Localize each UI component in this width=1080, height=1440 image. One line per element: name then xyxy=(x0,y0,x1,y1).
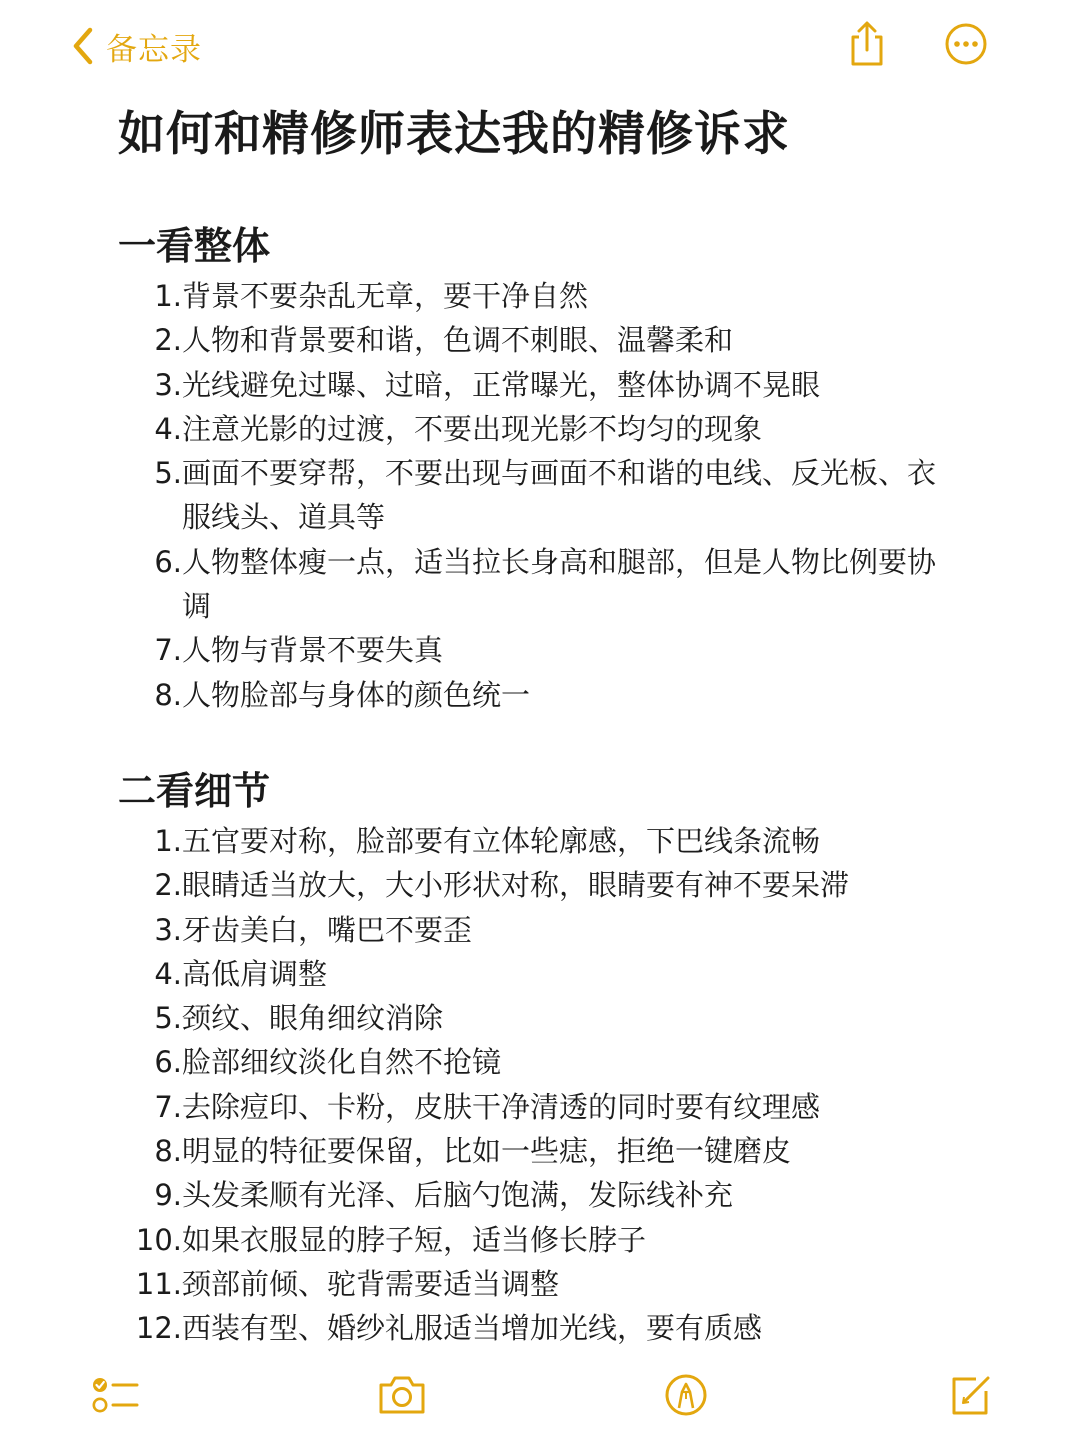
item-number: 11. xyxy=(135,1266,182,1301)
item-text: 人物和背景要和谐，色调不刺眼、温馨柔和 xyxy=(182,323,734,358)
camera-icon xyxy=(376,1374,428,1420)
list-item xyxy=(118,363,998,407)
item-text: 眼睛适当放大，大小形状对称，眼睛要有神不要呆滞 xyxy=(182,868,850,903)
item-number: 6. xyxy=(154,544,182,579)
item-number: 4. xyxy=(154,956,182,991)
checklist-button[interactable] xyxy=(88,1372,144,1422)
item-number: 3. xyxy=(154,912,182,947)
back-button[interactable] xyxy=(72,22,202,70)
item-text: 牙齿美白，嘴巴不要歪 xyxy=(182,912,473,947)
item-number: 12. xyxy=(135,1311,182,1346)
list-item xyxy=(118,863,998,907)
list-item xyxy=(118,1262,998,1306)
item-text: 颈部前倾、驼背需要适当调整 xyxy=(182,1266,560,1301)
item-text: 头发柔顺有光泽、后脑勺饱满，发际线补充 xyxy=(182,1178,734,1213)
item-number: 3. xyxy=(154,367,182,402)
navigation-bar xyxy=(0,0,1080,92)
item-number: 1. xyxy=(154,823,182,858)
item-text: 如果衣服显的脖子短，适当修长脖子 xyxy=(182,1222,647,1257)
list-item xyxy=(118,819,998,863)
item-number: 2. xyxy=(154,323,182,358)
list-item xyxy=(118,318,998,362)
item-number: 1. xyxy=(154,279,182,313)
share-icon xyxy=(847,20,887,72)
item-number: 8. xyxy=(154,1134,182,1169)
list-item xyxy=(118,908,998,952)
item-number: 7. xyxy=(154,1089,182,1124)
item-text: 脸部细纹淡化自然不抢镜 xyxy=(182,1045,502,1080)
item-number: 9. xyxy=(154,1178,182,1213)
checklist-icon xyxy=(91,1374,141,1420)
item-list xyxy=(118,819,998,1351)
compose-button[interactable] xyxy=(942,1372,998,1422)
section-heading: 一看整体 xyxy=(118,224,271,268)
list-item xyxy=(118,1040,998,1084)
more-icon xyxy=(942,20,990,72)
bottom-toolbar xyxy=(0,1350,1080,1440)
item-number: 8. xyxy=(154,677,182,712)
item-text: 背景不要杂乱无章，要干净自然 xyxy=(182,279,589,313)
item-text: 注意光影的过渡，不要出现光影不均匀的现象 xyxy=(182,411,763,446)
share-button[interactable] xyxy=(841,20,893,72)
list-item xyxy=(118,451,998,540)
list-item xyxy=(118,996,998,1040)
chevron-left-icon xyxy=(72,27,94,65)
item-number: 7. xyxy=(154,633,182,668)
markup-icon xyxy=(662,1371,710,1423)
list-item xyxy=(118,1218,998,1262)
item-text: 光线避免过曝、过暗，正常曝光，整体协调不晃眼 xyxy=(182,367,821,402)
item-number: 4. xyxy=(154,411,182,446)
list-item xyxy=(118,407,998,451)
list-item xyxy=(118,952,998,996)
list-item xyxy=(118,274,998,318)
item-text: 明显的特征要保留，比如一些痣，拒绝一键磨皮 xyxy=(182,1134,792,1169)
camera-button[interactable] xyxy=(374,1372,430,1422)
item-list xyxy=(118,274,998,717)
item-number: 2. xyxy=(154,868,182,903)
note-body[interactable] xyxy=(118,100,998,1351)
list-item xyxy=(118,1173,998,1217)
item-text: 颈纹、眼角细纹消除 xyxy=(182,1001,444,1036)
list-item xyxy=(118,1129,998,1173)
item-text: 五官要对称，脸部要有立体轮廓感，下巴线条流畅 xyxy=(182,823,821,858)
item-text: 人物脸部与身体的颜色统一 xyxy=(182,677,531,712)
list-item xyxy=(118,1085,998,1129)
item-text: 人物与背景不要失真 xyxy=(182,633,444,668)
list-item xyxy=(118,673,998,717)
item-text: 西装有型、婚纱礼服适当增加光线，要有质感 xyxy=(182,1311,763,1346)
list-item xyxy=(118,540,998,629)
back-label: 备忘录 xyxy=(106,31,202,68)
item-text: 去除痘印、卡粉，皮肤干净清透的同时要有纹理感 xyxy=(182,1089,821,1124)
item-text: 画面不要穿帮，不要出现与画面不和谐的电线、反光板、衣服线头、道具等 xyxy=(182,456,937,535)
item-number: 5. xyxy=(154,456,182,491)
list-item xyxy=(118,628,998,672)
item-text: 高低肩调整 xyxy=(182,956,328,991)
compose-icon xyxy=(946,1371,994,1423)
more-button[interactable] xyxy=(940,20,992,72)
item-number: 5. xyxy=(154,1001,182,1036)
list-item xyxy=(118,1306,998,1350)
item-number: 10. xyxy=(135,1222,182,1257)
section-heading: 二看细节 xyxy=(118,768,271,813)
markup-button[interactable] xyxy=(658,1372,714,1422)
item-number: 6. xyxy=(154,1045,182,1080)
note-title: 如何和精修师表达我的精修诉求 xyxy=(118,107,790,162)
item-text: 人物整体瘦一点，适当拉长身高和腿部，但是人物比例要协调 xyxy=(182,544,937,624)
